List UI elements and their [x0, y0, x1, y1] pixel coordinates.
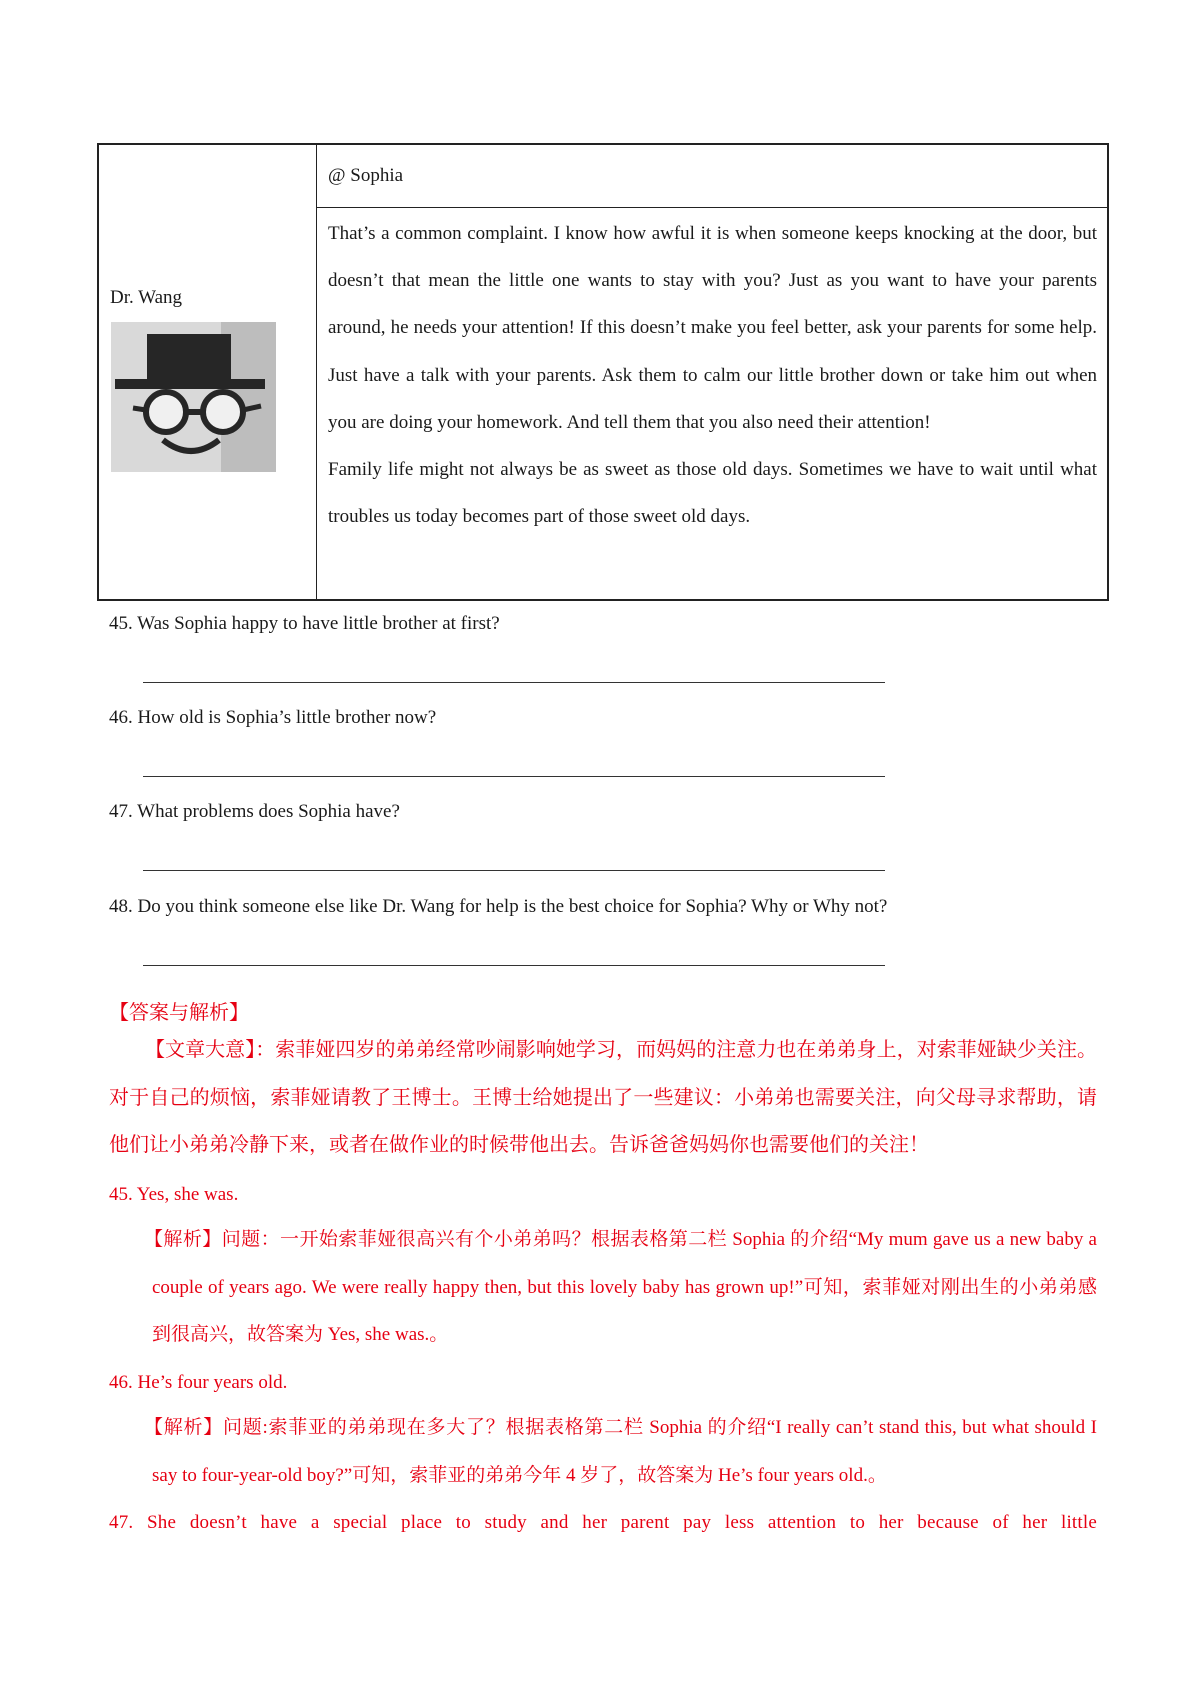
- question-46: 46. How old is Sophia’s little brother now?: [109, 707, 437, 728]
- question-47: 47. What problems does Sophia have?: [109, 801, 400, 822]
- answers-heading: 【答案与解析】: [109, 1002, 249, 1024]
- reply-paragraph: That’s a common complaint. I know how awful it is when someone keeps knocking at the door, but doesn’t that mean the little one wants to stay with you? Just as you want to have your parents around, he needs your attention! If this doesn’t make you feel better, ask your parents for some help. Just have a talk with your parents. Ask them to calm our little brother down or take him out when you are doing your homework. And tell them that you also need their attention!: [328, 223, 1097, 433]
- analysis-45: 【解析】问题：一开始索菲娅很高兴有个小弟弟吗？根据表格第二栏 Sophia 的介绍“My mum gave us a new baby a couple of years ago. We were really happy then, but this lovely baby has grown up!”可知，索菲娅对刚出生的小弟弟感到很高兴，故答案为 Yes, she was.。: [144, 1229, 1097, 1345]
- forum-reply-table: [97, 143, 1109, 601]
- answer-blank-45[interactable]: [143, 682, 885, 683]
- article-summary: 【文章大意】：索菲娅四岁的弟弟经常吵闹影响她学习，而妈妈的注意力也在弟弟身上，对索菲娅缺少关注。对于自己的烦恼，索菲娅请教了王博士。王博士给她提出了一些建议：小弟弟也需要关注，向父母寻求帮助，请他们让小弟弟冷静下来，或者在做作业的时候带他出去。告诉爸爸妈妈你也需要他们的关注！: [109, 1039, 1097, 1156]
- answer-46: 46. He’s four years old.: [109, 1372, 288, 1393]
- answer-47: 47. She doesn’t have a special place to study and her parent pay less attention to her because of her little: [109, 1512, 1097, 1533]
- question-48: 48. Do you think someone else like Dr. Wang for help is the best choice for Sophia? Why or Why not?: [109, 896, 888, 917]
- reply-recipient: @ Sophia: [317, 145, 1107, 208]
- avatar: [111, 322, 276, 472]
- question-45: 45. Was Sophia happy to have little brother at first?: [109, 613, 500, 634]
- answer-blank-47[interactable]: [143, 870, 885, 871]
- answer-blank-48[interactable]: [143, 965, 885, 966]
- answer-blank-46[interactable]: [143, 776, 885, 777]
- reply-column: [317, 145, 1107, 599]
- author-name: Dr. Wang: [110, 287, 183, 308]
- author-column: [99, 145, 317, 599]
- answer-45: 45. Yes, she was.: [109, 1184, 239, 1205]
- reply-body: [328, 210, 1097, 540]
- reply-paragraph: Family life might not always be as sweet as those old days. Sometimes we have to wait until what troubles us today becomes part of those sweet old days.: [328, 459, 1097, 528]
- cartoon-face-icon: [111, 322, 276, 472]
- analysis-46: 【解析】问题:索菲亚的弟弟现在多大了？根据表格第二栏 Sophia 的介绍“I really can’t stand this, but what should I say to four-year-old boy?”可知，索菲亚的弟弟今年 4 岁了，故答案为 He’s four years old.。: [144, 1417, 1097, 1486]
